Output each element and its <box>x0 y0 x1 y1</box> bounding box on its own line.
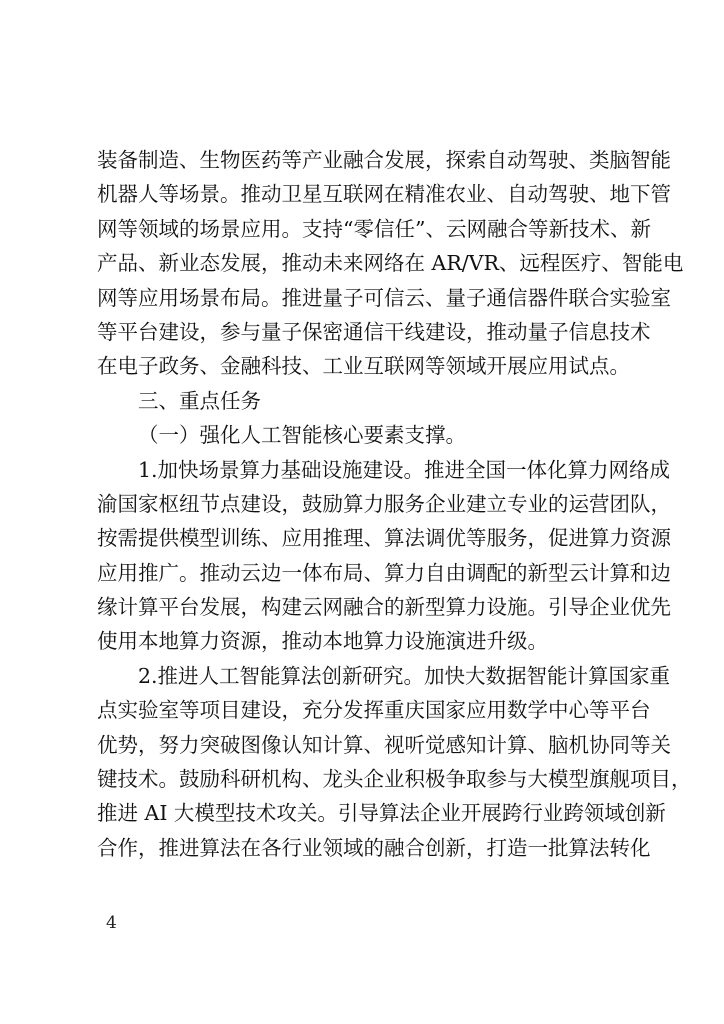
subsection-heading: （一）强化人工智能核心要素支撑。 <box>138 423 466 448</box>
text-line: 按需提供模型训练、应用推理、算法调优等服务，促进算力资源 <box>97 526 671 551</box>
text-line: 产品、新业态发展，推动未来网络在 AR/VR、远程医疗、智能电 <box>97 251 684 276</box>
text-line: 合作，推进算法在各行业领域的融合创新，打造一批算法转化 <box>97 835 651 860</box>
text-line: 2.推进人工智能算法创新研究。加快大数据智能计算国家重 <box>138 663 671 688</box>
text-line: 应用推广。推动云边一体布局、算力自由调配的新型云计算和边 <box>97 560 671 585</box>
text-line: 点实验室等项目建设，充分发挥重庆国家应用数学中心等平台 <box>97 698 651 723</box>
text-line: 缘计算平台发展，构建云网融合的新型算力设施。引导企业优先 <box>97 595 671 620</box>
body-text <box>97 143 692 865</box>
text-line: 等平台建设，参与量子保密通信干线建设，推动量子信息技术 <box>97 319 651 344</box>
text-line: 网等领域的场景应用。支持“零信任”、云网融合等新技术、新 <box>97 216 651 241</box>
page-number: 4 <box>106 913 117 933</box>
section-heading: 三、重点任务 <box>138 388 261 413</box>
text-line: 键技术。鼓励科研机构、龙头企业积极争取参与大模型旗舰项目， <box>97 767 692 792</box>
text-line: 在电子政务、金融科技、工业互联网等领域开展应用试点。 <box>97 354 630 379</box>
text-line: 网等应用场景布局。推进量子可信云、量子通信器件联合实验室 <box>97 285 671 310</box>
text-line: 使用本地算力资源，推动本地算力设施演进升级。 <box>97 629 548 654</box>
text-line: 优势，努力突破图像认知计算、视听觉感知计算、脑机协同等关 <box>97 732 671 757</box>
text-line: 机器人等场景。推动卫星互联网在精准农业、自动驾驶、地下管 <box>97 182 671 207</box>
text-line: 渝国家枢纽节点建设，鼓励算力服务企业建立专业的运营团队， <box>97 491 671 516</box>
text-line: 装备制造、生物医药等产业融合发展，探索自动驾驶、类脑智能 <box>97 148 671 172</box>
text-line: 推进 AI 大模型技术攻关。引导算法企业开展跨行业跨领域创新 <box>97 801 666 826</box>
text-line: 1.加快场景算力基础设施建设。推进全国一体化算力网络成 <box>138 457 671 482</box>
